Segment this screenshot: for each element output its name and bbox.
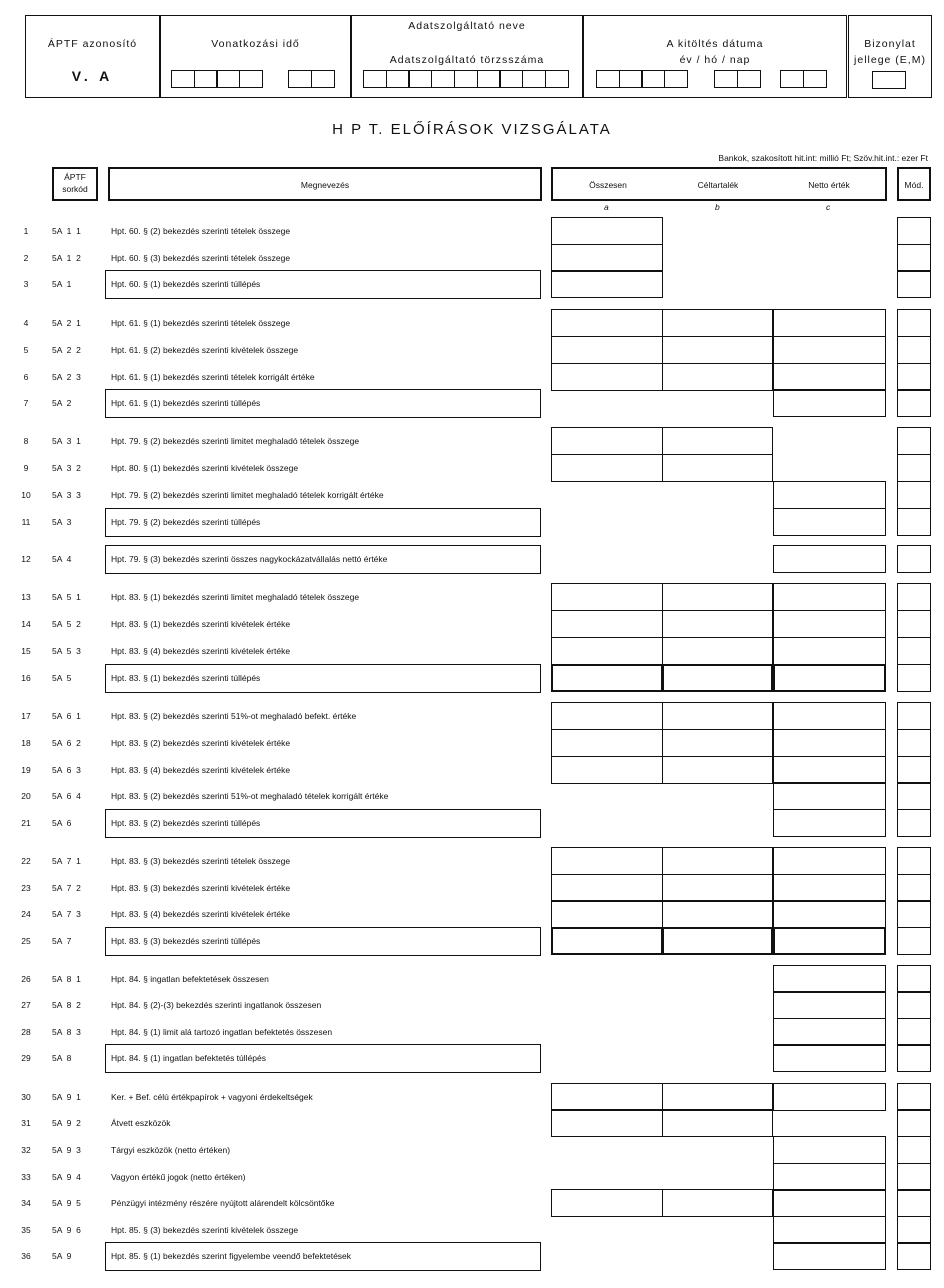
row-mod-cell[interactable]	[897, 1242, 931, 1270]
row-number: 33	[21, 1172, 31, 1182]
row-number: 15	[21, 646, 31, 656]
row-value-cell-a[interactable]	[551, 664, 663, 692]
row-number: 16	[21, 673, 31, 683]
row-number: 30	[21, 1092, 31, 1102]
row-code: 5A 6 3	[52, 765, 81, 775]
row-mod-cell[interactable]	[897, 454, 931, 482]
row-code: 5A 8 3	[52, 1027, 81, 1037]
row-code: 5A 8	[52, 1053, 72, 1063]
row-mod-cell[interactable]	[897, 244, 931, 272]
row-label: Hpt. 83. § (4) bekezdés szerinti kivételek értéke	[111, 765, 291, 775]
code-header-line1: ÁPTF	[64, 172, 86, 182]
row-label: Hpt. 83. § (1) bekezdés szerinti kivételek értéke	[111, 619, 291, 629]
row-value-cell-b[interactable]	[662, 610, 773, 638]
row-value-cell-c[interactable]	[773, 637, 886, 665]
row-value-cell-b[interactable]	[662, 900, 773, 928]
row-label: Hpt. 83. § (2) bekezdés szerinti 51%-ot meghaladó befekt. értéke	[111, 711, 357, 721]
row-number: 20	[21, 791, 31, 801]
row-label: Hpt. 61. § (2) bekezdés szerinti kivételek összege	[111, 345, 299, 355]
row-value-cell-c[interactable]	[773, 782, 886, 810]
column-letter-c: c	[826, 202, 831, 212]
row-number: 7	[23, 398, 29, 408]
row-code: 5A 1 2	[52, 253, 81, 263]
units-note: Bankok, szakosított hit.int: millió Ft; Szöv.hit.int.: ezer Ft	[718, 153, 928, 163]
row-number: 19	[21, 765, 31, 775]
row-code: 5A 3 1	[52, 436, 81, 446]
row-mod-cell[interactable]	[897, 927, 931, 955]
reference-period-label: Vonatkozási idő	[211, 38, 300, 50]
row-code: 5A 7 1	[52, 856, 81, 866]
row-mod-cell[interactable]	[897, 610, 931, 638]
row-label: Hpt. 85. § (3) bekezdés szerinti kivételek összege	[111, 1225, 299, 1235]
row-code: 5A 1	[52, 279, 72, 289]
row-label: Tárgyi eszközök (netto értéken)	[111, 1145, 231, 1155]
row-mod-cell[interactable]	[897, 1136, 931, 1164]
row-number: 27	[21, 1000, 31, 1010]
row-number: 5	[23, 345, 29, 355]
row-value-cell-a[interactable]	[551, 847, 663, 875]
row-code: 5A 6 1	[52, 711, 81, 721]
row-label: Hpt. 83. § (3) bekezdés szerinti tételek összege	[111, 856, 291, 866]
row-code: 5A 9 1	[52, 1092, 81, 1102]
row-value-cell-b[interactable]	[662, 363, 773, 391]
row-label: Hpt. 83. § (1) bekezdés szerinti túllépés	[105, 664, 541, 693]
row-number: 12	[21, 554, 31, 564]
row-mod-cell[interactable]	[897, 756, 931, 784]
row-mod-cell[interactable]	[897, 1109, 931, 1137]
row-value-cell-b[interactable]	[662, 702, 773, 730]
row-value-cell-a[interactable]	[551, 336, 663, 364]
row-mod-cell[interactable]	[897, 702, 931, 730]
row-number: 22	[21, 856, 31, 866]
row-value-cell-b[interactable]	[662, 927, 773, 955]
row-value-cell-c[interactable]	[773, 1216, 886, 1244]
doc-type-cell[interactable]	[872, 71, 905, 89]
row-value-cell-b[interactable]	[662, 336, 773, 364]
row-value-cell-a[interactable]	[551, 363, 663, 391]
row-mod-cell[interactable]	[897, 217, 931, 245]
row-value-cell-b[interactable]	[662, 454, 773, 482]
row-mod-cell[interactable]	[897, 583, 931, 611]
row-mod-cell[interactable]	[897, 427, 931, 455]
row-number: 24	[21, 909, 31, 919]
aptf-id-label: ÁPTF azonosító	[47, 38, 138, 50]
row-value-cell-b[interactable]	[662, 664, 773, 692]
row-mod-cell[interactable]	[897, 1083, 931, 1111]
row-code: 5A 5 2	[52, 619, 81, 629]
row-value-cell-c[interactable]	[773, 664, 886, 692]
row-mod-cell[interactable]	[897, 309, 931, 337]
row-label: Hpt. 79. § (3) bekezdés szerinti összes nagykockázatvállalás nettó értéke	[105, 545, 541, 574]
row-code: 5A 6	[52, 818, 72, 828]
row-number: 35	[21, 1225, 31, 1235]
row-code: 5A 6 2	[52, 738, 81, 748]
row-code: 5A 3	[52, 517, 72, 527]
row-number: 21	[21, 818, 31, 828]
row-label: Hpt. 80. § (1) bekezdés szerinti kivételek összege	[111, 463, 299, 473]
row-label: Hpt. 61. § (1) bekezdés szerinti tételek korrigált értéke	[111, 372, 315, 382]
row-label: Hpt. 84. § (1) limit alá tartozó ingatlan befektetés összesen	[111, 1027, 333, 1037]
row-mod-cell[interactable]	[897, 481, 931, 509]
row-value-cell-c[interactable]	[773, 1136, 886, 1164]
mod-header-label: Mód.	[904, 180, 924, 190]
row-label: Hpt. 83. § (4) bekezdés szerinti kivételek értéke	[111, 909, 291, 919]
form-title: H P T. ELŐÍRÁSOK VIZSGÁLATA	[332, 121, 612, 138]
row-code: 5A 9 3	[52, 1145, 81, 1155]
code-column-header	[52, 167, 98, 201]
row-code: 5A 8 2	[52, 1000, 81, 1010]
row-value-cell-a[interactable]	[551, 217, 663, 245]
row-label: Hpt. 84. § (1) ingatlan befektetés túllépés	[105, 1044, 541, 1073]
row-code: 5A 5 3	[52, 646, 81, 656]
provider-id-label: Adatszolgáltató törzsszáma	[389, 54, 545, 66]
reference-period-year-cells[interactable]	[171, 70, 262, 88]
row-value-cell-c[interactable]	[773, 900, 886, 928]
row-value-cell-b[interactable]	[662, 729, 773, 757]
reference-period-box	[160, 15, 351, 98]
row-code: 5A 5 1	[52, 592, 81, 602]
row-number: 32	[21, 1145, 31, 1155]
row-label: Hpt. 83. § (4) bekezdés szerinti kivételek értéke	[111, 646, 291, 656]
row-code: 5A 9 2	[52, 1118, 81, 1128]
row-value-cell-b[interactable]	[662, 847, 773, 875]
fill-date-format: év / hó / nap	[679, 54, 751, 66]
net-header-label: Netto érték	[808, 180, 850, 190]
row-label: Átvett eszközök	[111, 1118, 171, 1128]
row-value-cell-c[interactable]	[773, 363, 886, 391]
row-number: 34	[21, 1198, 31, 1208]
row-code: 5A 6 4	[52, 791, 81, 801]
row-number: 31	[21, 1118, 31, 1128]
row-code: 5A 2 2	[52, 345, 81, 355]
row-value-cell-c[interactable]	[773, 336, 886, 364]
row-mod-cell[interactable]	[897, 545, 931, 573]
row-number: 14	[21, 619, 31, 629]
row-mod-cell[interactable]	[897, 965, 931, 993]
row-code: 5A 7 3	[52, 909, 81, 919]
row-number: 17	[21, 711, 31, 721]
column-letter-a: a	[604, 202, 609, 212]
row-code: 5A 9 6	[52, 1225, 81, 1235]
row-mod-cell[interactable]	[897, 508, 931, 536]
row-label: Hpt. 83. § (2) bekezdés szerinti túllépés	[105, 809, 541, 838]
row-value-cell-c[interactable]	[773, 1242, 886, 1270]
row-value-cell-c[interactable]	[773, 545, 886, 573]
row-mod-cell[interactable]	[897, 270, 931, 298]
row-number: 10	[21, 490, 31, 500]
row-mod-cell[interactable]	[897, 1018, 931, 1046]
row-value-cell-a[interactable]	[551, 454, 663, 482]
provider-id-cells[interactable]	[363, 70, 567, 88]
row-value-cell-b[interactable]	[662, 756, 773, 784]
row-number: 13	[21, 592, 31, 602]
row-value-cell-c[interactable]	[773, 729, 886, 757]
row-mod-cell[interactable]	[897, 991, 931, 1019]
row-value-cell-a[interactable]	[551, 1189, 663, 1217]
row-number: 28	[21, 1027, 31, 1037]
row-label: Vagyon értékű jogok (netto értéken)	[111, 1172, 246, 1182]
row-code: 5A 9 5	[52, 1198, 81, 1208]
values-column-header	[551, 167, 887, 201]
row-label: Hpt. 60. § (2) bekezdés szerinti tételek összege	[111, 226, 291, 236]
provider-box	[351, 15, 583, 98]
row-code: 5A 5	[52, 673, 72, 683]
row-mod-cell[interactable]	[897, 782, 931, 810]
row-value-cell-a[interactable]	[551, 637, 663, 665]
row-value-cell-a[interactable]	[551, 583, 663, 611]
row-code: 5A 2	[52, 398, 72, 408]
row-mod-cell[interactable]	[897, 900, 931, 928]
row-label: Hpt. 85. § (1) bekezdés szerint figyelembe veendő befektetések	[105, 1242, 541, 1271]
row-number: 1	[23, 226, 29, 236]
row-label: Hpt. 79. § (2) bekezdés szerinti limitet meghaladó tételek összege	[111, 436, 360, 446]
row-value-cell-c[interactable]	[773, 809, 886, 837]
row-mod-cell[interactable]	[897, 389, 931, 417]
row-code: 5A 8 1	[52, 974, 81, 984]
doc-type-label-2: jellege (E,M)	[854, 54, 926, 66]
row-value-cell-c[interactable]	[773, 508, 886, 536]
row-value-cell-a[interactable]	[551, 610, 663, 638]
row-mod-cell[interactable]	[897, 1216, 931, 1244]
row-number: 3	[23, 279, 29, 289]
row-number: 2	[23, 253, 29, 263]
row-mod-cell[interactable]	[897, 1044, 931, 1072]
row-value-cell-c[interactable]	[773, 874, 886, 902]
row-label: Ker. + Bef. célú értékpapírok + vagyoni érdekeltségek	[111, 1092, 313, 1102]
fill-date-label: A kitöltés dátuma	[666, 38, 764, 50]
row-label: Hpt. 83. § (3) bekezdés szerinti túllépés	[105, 927, 541, 956]
row-label: Hpt. 84. § ingatlan befektetések összesen	[111, 974, 269, 984]
row-code: 5A 1 1	[52, 226, 81, 236]
row-value-cell-b[interactable]	[662, 583, 773, 611]
row-value-cell-c[interactable]	[773, 1083, 886, 1111]
fill-date-year-cells[interactable]	[596, 70, 687, 88]
row-label: Hpt. 79. § (2) bekezdés szerinti limitet meghaladó tételek korrigált értéke	[111, 490, 384, 500]
row-mod-cell[interactable]	[897, 1189, 931, 1217]
row-value-cell-c[interactable]	[773, 991, 886, 1019]
row-number: 36	[21, 1251, 31, 1261]
doc-type-box	[848, 15, 932, 98]
row-code: 5A 3 3	[52, 490, 81, 500]
provider-name-label: Adatszolgáltató neve	[408, 20, 526, 32]
row-value-cell-c[interactable]	[773, 389, 886, 417]
reference-period-month-cells[interactable]	[288, 70, 333, 88]
row-value-cell-a[interactable]	[551, 1083, 663, 1111]
row-value-cell-c[interactable]	[773, 481, 886, 509]
row-label: Hpt. 83. § (2) bekezdés szerinti kivételek értéke	[111, 738, 291, 748]
row-label: Pénzügyi intézmény részére nyújtott alárendelt kölcsöntőke	[111, 1198, 335, 1208]
row-value-cell-a[interactable]	[551, 756, 663, 784]
row-value-cell-a[interactable]	[551, 900, 663, 928]
row-mod-cell[interactable]	[897, 874, 931, 902]
row-code: 5A 4	[52, 554, 72, 564]
row-mod-cell[interactable]	[897, 1163, 931, 1191]
doc-type-label: Bizonylat	[864, 38, 916, 50]
row-value-cell-a[interactable]	[551, 927, 663, 955]
row-value-cell-c[interactable]	[773, 1018, 886, 1046]
total-header-label: Összesen	[589, 180, 627, 190]
row-value-cell-a[interactable]	[551, 244, 663, 272]
row-value-cell-c[interactable]	[773, 965, 886, 993]
row-label: Hpt. 79. § (2) bekezdés szerinti túllépés	[105, 508, 541, 537]
row-number: 26	[21, 974, 31, 984]
row-label: Hpt. 83. § (1) bekezdés szerinti limitet meghaladó tételek összege	[111, 592, 360, 602]
row-code: 5A 2 3	[52, 372, 81, 382]
row-number: 18	[21, 738, 31, 748]
row-code: 5A 9	[52, 1251, 72, 1261]
row-code: 5A 9 4	[52, 1172, 81, 1182]
row-value-cell-c[interactable]	[773, 756, 886, 784]
mod-column-header	[897, 167, 931, 201]
row-mod-cell[interactable]	[897, 729, 931, 757]
row-number: 4	[23, 318, 29, 328]
column-letter-b: b	[715, 202, 720, 212]
row-code: 5A 7 2	[52, 883, 81, 893]
row-value-cell-a[interactable]	[551, 1109, 663, 1137]
row-number: 23	[21, 883, 31, 893]
row-label: Hpt. 60. § (3) bekezdés szerinti tételek összege	[111, 253, 291, 263]
row-value-cell-b[interactable]	[662, 1189, 773, 1217]
row-number: 8	[23, 436, 29, 446]
provision-header-label: Céltartalék	[697, 180, 739, 190]
row-mod-cell[interactable]	[897, 664, 931, 692]
row-code: 5A 3 2	[52, 463, 81, 473]
aptf-id-value: V. A	[71, 68, 114, 84]
row-value-cell-b[interactable]	[662, 1083, 773, 1111]
row-value-cell-b[interactable]	[662, 874, 773, 902]
name-header-label: Megnevezés	[300, 180, 350, 190]
row-mod-cell[interactable]	[897, 809, 931, 837]
aptf-id-box	[25, 15, 160, 98]
row-value-cell-c[interactable]	[773, 583, 886, 611]
row-value-cell-a[interactable]	[551, 729, 663, 757]
row-value-cell-b[interactable]	[662, 427, 773, 455]
fill-date-box	[583, 15, 847, 98]
row-mod-cell[interactable]	[897, 336, 931, 364]
row-number: 29	[21, 1053, 31, 1063]
row-number: 6	[23, 372, 29, 382]
row-label: Hpt. 60. § (1) bekezdés szerinti túllépés	[105, 270, 541, 299]
row-value-cell-c[interactable]	[773, 1163, 886, 1191]
row-label: Hpt. 83. § (3) bekezdés szerinti kivételek értéke	[111, 883, 291, 893]
row-mod-cell[interactable]	[897, 363, 931, 391]
row-mod-cell[interactable]	[897, 637, 931, 665]
row-value-cell-c[interactable]	[773, 927, 886, 955]
row-value-cell-c[interactable]	[773, 1189, 886, 1217]
fill-date-day-cells[interactable]	[780, 70, 825, 88]
row-label: Hpt. 83. § (2) bekezdés szerinti 51%-ot meghaladó tételek korrigált értéke	[111, 791, 389, 801]
row-mod-cell[interactable]	[897, 847, 931, 875]
row-value-cell-a[interactable]	[551, 270, 663, 298]
fill-date-month-cells[interactable]	[714, 70, 759, 88]
row-label: Hpt. 61. § (1) bekezdés szerinti túllépés	[105, 389, 541, 418]
row-value-cell-a[interactable]	[551, 309, 663, 337]
row-value-cell-c[interactable]	[773, 309, 886, 337]
row-number: 11	[21, 517, 31, 527]
row-label: Hpt. 61. § (1) bekezdés szerinti tételek összege	[111, 318, 291, 328]
row-code: 5A 7	[52, 936, 72, 946]
row-label: Hpt. 84. § (2)-(3) bekezdés szerinti ingatlanok összesen	[111, 1000, 322, 1010]
row-number: 9	[23, 463, 29, 473]
row-number: 25	[21, 936, 31, 946]
code-header-line2: sorkód	[62, 184, 88, 194]
row-value-cell-a[interactable]	[551, 702, 663, 730]
row-value-cell-c[interactable]	[773, 1044, 886, 1072]
row-value-cell-b[interactable]	[662, 1109, 773, 1137]
row-code: 5A 2 1	[52, 318, 81, 328]
name-column-header	[108, 167, 542, 201]
row-value-cell-c[interactable]	[773, 610, 886, 638]
row-value-cell-b[interactable]	[662, 637, 773, 665]
row-value-cell-a[interactable]	[551, 427, 663, 455]
row-value-cell-b[interactable]	[662, 309, 773, 337]
row-value-cell-c[interactable]	[773, 702, 886, 730]
row-value-cell-a[interactable]	[551, 874, 663, 902]
row-value-cell-c[interactable]	[773, 847, 886, 875]
